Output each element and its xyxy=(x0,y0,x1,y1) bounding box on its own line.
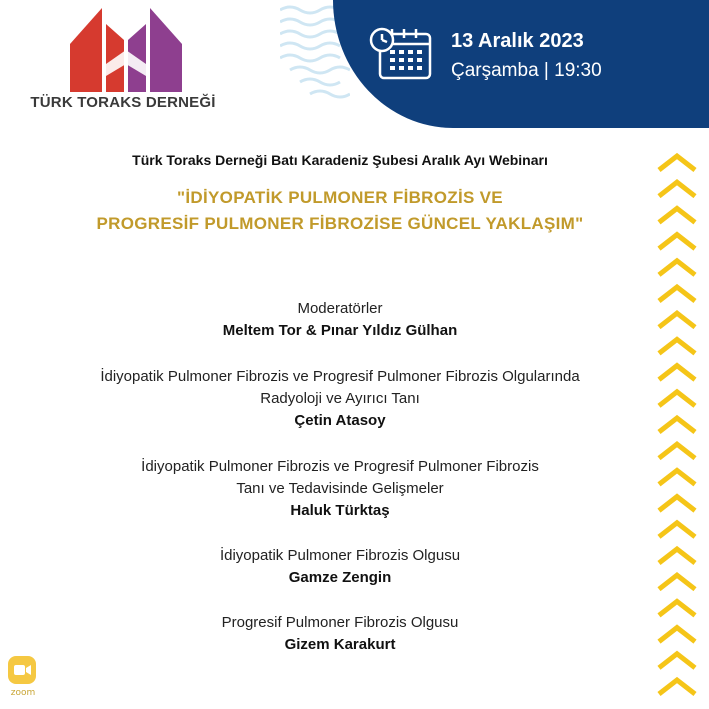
chevron-up-icon xyxy=(659,208,695,222)
chevron-up-icon xyxy=(659,339,695,353)
section-name: Gamze Zengin xyxy=(288,569,392,586)
logo-text: TÜRK TORAKS DERNEĞİ xyxy=(30,94,216,111)
chevron-up-icon xyxy=(659,497,695,511)
section-label: İdiyopatik Pulmoner Fibrozis Olgusu xyxy=(219,547,461,564)
section-name: Haluk Türktaş xyxy=(290,502,390,519)
section-name: Gizem Karakurt xyxy=(284,636,396,653)
chevron-up-icon xyxy=(659,287,695,301)
section-label: Progresif Pulmoner Fibrozis Olgusu xyxy=(221,614,459,631)
calendar-clock-icon xyxy=(368,26,434,82)
logo xyxy=(28,4,218,116)
chevron-up-icon xyxy=(659,366,695,380)
chevron-up-icon xyxy=(659,313,695,327)
chevron-up-icon xyxy=(659,680,695,694)
title-line-2: PROGRESİF PULMONER FİBROZİSE GÜNCEL YAKLAŞIM" xyxy=(96,214,584,233)
section-name: Meltem Tor & Pınar Yıldız Gülhan xyxy=(222,322,458,339)
chevron-up-icon xyxy=(659,261,695,275)
section-label: Moderatörler xyxy=(297,300,383,317)
chevron-up-icon xyxy=(659,444,695,458)
section-label: İdiyopatik Pulmoner Fibrozis ve Progresif Pulmoner Fibrozis xyxy=(141,458,539,475)
chevron-up-icon xyxy=(659,182,695,196)
chevron-up-icon xyxy=(659,628,695,642)
chevron-up-icon xyxy=(659,523,695,537)
chevron-up-icon xyxy=(659,392,695,406)
chevron-up-icon xyxy=(659,654,695,668)
zoom-badge xyxy=(8,656,38,698)
section-name: Çetin Atasoy xyxy=(294,412,386,429)
zoom-label: zoom xyxy=(10,688,36,698)
section-label: Radyoloji ve Ayırıcı Tanı xyxy=(260,390,420,407)
chevron-up-decoration xyxy=(655,150,699,709)
section-label: İdiyopatik Pulmoner Fibrozis ve Progresif Pulmoner Fibrozis Olgularında xyxy=(100,368,580,385)
chevron-up-icon xyxy=(659,418,695,432)
lungs-logo-icon xyxy=(66,4,186,92)
section-label: Tanı ve Tedavisinde Gelişmeler xyxy=(236,480,444,497)
chevron-up-icon xyxy=(659,601,695,615)
event-date: 13 Aralık 2023 xyxy=(451,30,584,52)
chevron-up-icon xyxy=(659,470,695,484)
chevron-up-icon xyxy=(659,235,695,249)
chevron-up-icon xyxy=(659,575,695,589)
chevron-up-icon xyxy=(659,549,695,563)
title-line-1: "İDİYOPATİK PULMONER FİBROZİS VE xyxy=(177,188,503,207)
org-line: Türk Toraks Derneği Batı Karadeniz Şubesi Aralık Ayı Webinarı xyxy=(132,152,548,168)
chevron-up-icon xyxy=(659,156,695,170)
zoom-camera-icon xyxy=(8,656,36,684)
event-day-time: Çarşamba | 19:30 xyxy=(451,60,602,81)
